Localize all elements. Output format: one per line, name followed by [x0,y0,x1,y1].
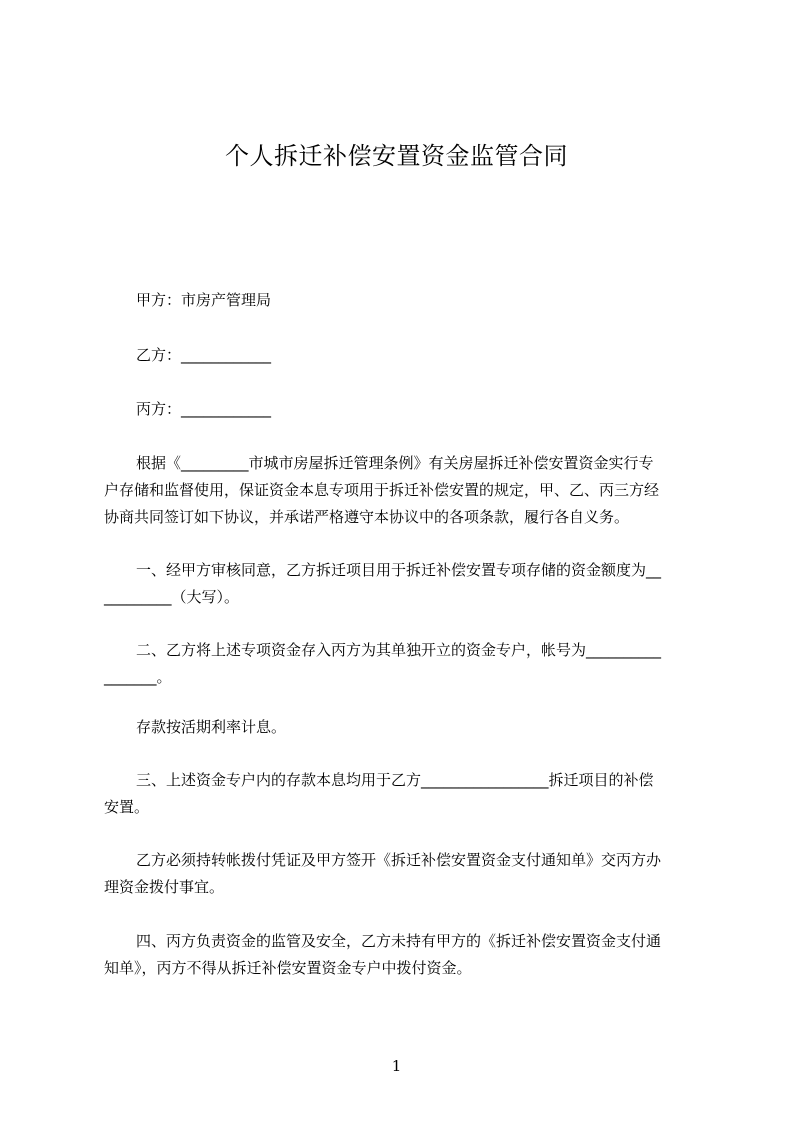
clause-1-line-1: 一、经甲方审核同意，乙方拆迁项目用于拆迁补偿安置专项存储的资金额度为__ [136,561,662,579]
party-c-line: 丙方：____________ [136,400,272,418]
preamble-paragraph [104,450,704,531]
preamble-line-2: 户存储和监督使用，保证资金本息专项用于拆迁补偿安置的规定，甲、乙、丙三方经 [104,481,660,499]
clause-2-paragraph [104,637,704,691]
party-b-line: 乙方：____________ [136,346,272,364]
clause-4-paragraph [104,928,704,982]
clause-3-note-line-2: 理资金拨付事宜。 [104,878,225,896]
preamble-line-3: 协商共同签订如下协议，并承诺严格遵守本协议中的各项条款，履行各自义务。 [104,508,630,526]
clause-3-note-paragraph [104,847,704,901]
clause-3-line-2: 安置。 [104,798,150,816]
clause-4-line-2: 知单》，丙方不得从拆迁补偿安置资金专户中拨付资金。 [104,959,472,977]
clause-2-line-2: _______。 [104,668,172,686]
preamble-line-1: 根据《_________市城市房屋拆迁管理条例》有关房屋拆迁补偿安置资金实行专 [136,454,654,472]
clause-3-paragraph [104,767,704,821]
party-a-line: 甲方：市房产管理局 [136,291,272,309]
clause-4-line-1: 四、丙方负责资金的监管及安全，乙方未持有甲方的《拆迁补偿安置资金支付通 [136,932,662,950]
page-number: 1 [391,1057,402,1075]
clause-2-line-1: 二、乙方将上述专项资金存入丙方为其单独开立的资金专户，帐号为__________ [136,641,662,659]
clause-1-line-2: _________（大写）。 [104,588,240,606]
clause-1-paragraph [104,557,704,611]
interest-note: 存款按活期利率计息。 [136,718,287,736]
document-title: 个人拆迁补偿安置资金监管合同 [225,142,568,170]
clause-3-note-line-1: 乙方必须持转帐拨付凭证及甲方签开《拆迁补偿安置资金支付通知单》交丙方办 [136,851,662,869]
clause-3-line-1: 三、上述资金专户内的存款本息均用于乙方_________________拆迁项目的补偿 [136,771,654,789]
